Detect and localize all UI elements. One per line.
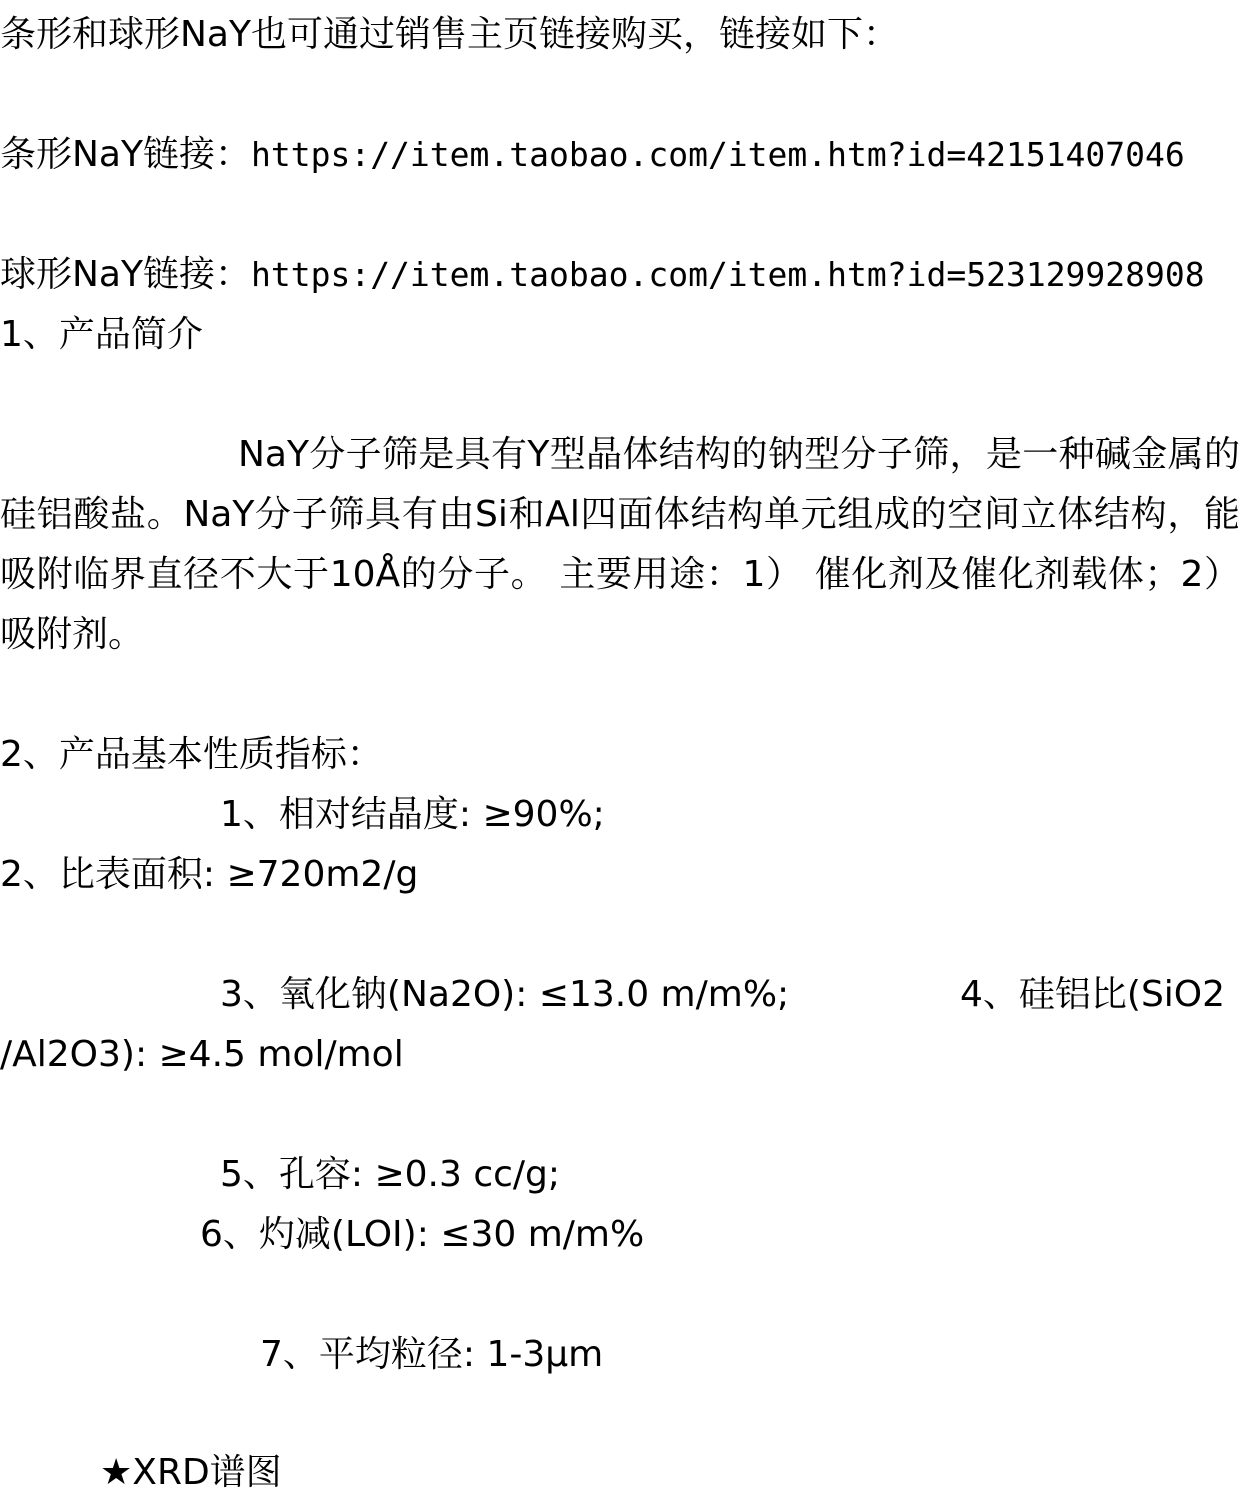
- spec-item: 7、平均粒径: 1-3μm: [260, 1334, 604, 1375]
- xrd-label: XRD谱图: [132, 1452, 282, 1493]
- spec-item: 3、氧化钠(Na2O): ≤13.0 m/m%;: [220, 974, 790, 1015]
- spec-item: 4、硅铝比(SiO2: [960, 974, 1226, 1015]
- spec-item: /Al2O3): ≥4.5 mol/mol: [0, 1034, 404, 1075]
- spec-item: 6、灼减(LOI): ≤30 m/m%: [200, 1214, 645, 1255]
- link-label: 条形NaY链接：: [0, 134, 251, 175]
- star-icon: ★: [100, 1452, 133, 1493]
- spec-item: 2、比表面积: ≥720m2/g: [0, 854, 419, 895]
- spec-item: 1、相对结晶度: ≥90%;: [220, 794, 605, 835]
- intro-text: 条形和球形NaY也可通过销售主页链接购买，链接如下：: [0, 14, 899, 55]
- section-heading: 2、产品基本性质指标：: [0, 734, 383, 775]
- taobao-link-strip[interactable]: https://item.taobao.com/item.htm?id=42151407046: [250, 135, 1185, 174]
- spec-item: 5、孔容: ≥0.3 cc/g;: [220, 1154, 561, 1195]
- product-description: NaY分子筛是具有Y型晶体结构的钠型分子筛，是一种碱金属的硅铝酸盐。NaY分子筛具有由Si和Al四面体结构单元组成的空间立体结构，能吸附临界直径不大于10Å的分子。 主要用途：1） 催化剂及催化剂载体；2） 吸附剂。: [0, 434, 1240, 655]
- link-row-strip: [0, 125, 1240, 185]
- xrd-heading: [100, 1443, 1100, 1503]
- link-row-sphere: [0, 245, 1240, 305]
- section-heading: 1、产品简介: [0, 314, 203, 355]
- link-label: 球形NaY链接：: [0, 254, 251, 295]
- taobao-link-sphere[interactable]: https://item.taobao.com/item.htm?id=523129928908: [250, 255, 1205, 294]
